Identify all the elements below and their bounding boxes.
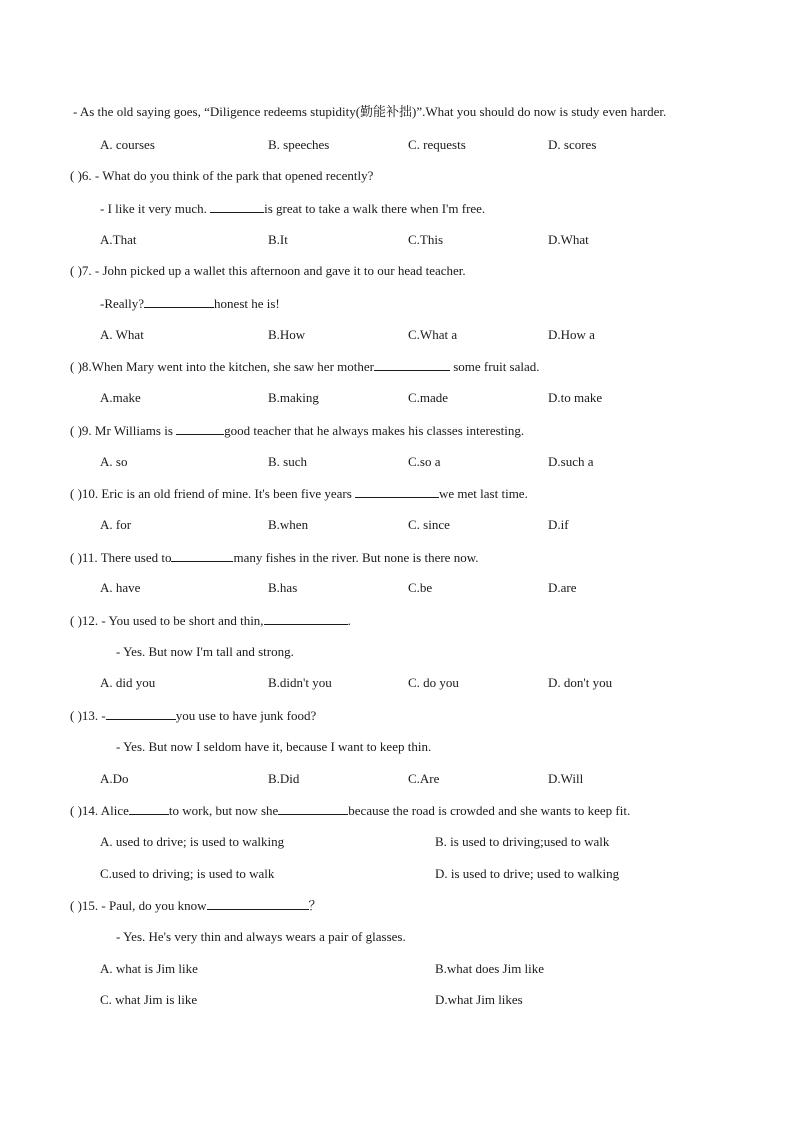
question-15-line2 xyxy=(116,929,406,945)
option-b[interactable]: B.has xyxy=(268,580,298,595)
question-7-line2 xyxy=(100,295,280,312)
option-a[interactable]: A. did you xyxy=(100,675,156,690)
question-14-stem xyxy=(70,802,630,819)
question-number: ( )14. xyxy=(70,803,99,818)
answer-blank[interactable] xyxy=(207,897,309,910)
option-a[interactable]: A. courses xyxy=(100,137,155,152)
answer-blank[interactable] xyxy=(144,295,214,308)
option-d[interactable]: D.Will xyxy=(548,771,584,786)
option-c[interactable]: C. requests xyxy=(408,137,466,152)
option-c[interactable]: C. what Jim is like xyxy=(100,992,198,1007)
question-text: - What do you think of the park that opened recently? xyxy=(91,168,374,183)
option-d[interactable]: D. scores xyxy=(548,137,597,152)
question-text: . xyxy=(347,613,351,628)
question-10-stem xyxy=(70,485,528,502)
answer-blank[interactable] xyxy=(176,422,224,435)
question-text: - Paul, do you know xyxy=(98,898,207,913)
question-text: - You used to be short and thin, xyxy=(98,613,264,628)
question-12-stem xyxy=(70,612,351,629)
answer-blank[interactable] xyxy=(106,707,176,720)
option-d[interactable]: D.How a xyxy=(548,327,595,342)
answer-blank[interactable] xyxy=(210,200,264,213)
option-b[interactable]: B.Did xyxy=(268,771,300,786)
option-d[interactable]: D. is used to drive; used to walking xyxy=(435,866,620,881)
option-a[interactable]: A. What xyxy=(100,327,144,342)
option-a[interactable]: A. so xyxy=(100,454,128,469)
question-text: - Yes. But now I'm tall and strong. xyxy=(116,644,294,659)
option-a[interactable]: A. used to drive; is used to walking xyxy=(100,834,285,849)
question-9-stem xyxy=(70,422,524,439)
question-number: ( )7. xyxy=(70,263,92,278)
question-text: - Yes. He's very thin and always wears a pair of glasses. xyxy=(116,929,406,944)
question-number: ( )11. xyxy=(70,550,98,565)
option-c[interactable]: C.used to driving; is used to walk xyxy=(100,866,275,881)
option-c[interactable]: C.made xyxy=(408,390,449,405)
question-text: we met last time. xyxy=(439,486,528,501)
answer-blank[interactable] xyxy=(374,358,450,371)
question-number: ( )10. xyxy=(70,486,99,501)
question-12-line2 xyxy=(116,644,294,660)
question-15-stem xyxy=(70,897,322,914)
option-c[interactable]: C. do you xyxy=(408,675,459,690)
option-b[interactable]: B.making xyxy=(268,390,319,405)
option-b[interactable]: B.How xyxy=(268,327,306,342)
question-13-stem xyxy=(70,707,316,724)
question-text: to work, but now she xyxy=(168,803,279,818)
option-d[interactable]: D.What xyxy=(548,232,589,247)
question-text: is great to take a walk there when I'm free. xyxy=(264,201,486,216)
option-d[interactable]: D.what Jim likes xyxy=(435,992,523,1007)
option-a[interactable]: A. what is Jim like xyxy=(100,961,198,976)
question-text: Mr Williams is xyxy=(91,423,177,438)
question-text: many fishes in the river. But none is there now. xyxy=(233,550,479,565)
answer-blank[interactable] xyxy=(171,549,233,562)
option-c[interactable]: C.be xyxy=(408,580,433,595)
option-b[interactable]: B.when xyxy=(268,517,309,532)
question-text: ？ xyxy=(308,898,322,913)
question-text: - I like it very much. xyxy=(100,201,211,216)
option-b[interactable]: B.It xyxy=(268,232,288,247)
answer-blank[interactable] xyxy=(129,802,169,815)
question-8-stem xyxy=(70,358,540,375)
option-b[interactable]: B.what does Jim like xyxy=(435,961,545,976)
question-number: ( )8. xyxy=(70,359,92,374)
question-text: because the road is crowded and she wants to keep fit. xyxy=(348,803,631,818)
question-text: - John picked up a wallet this afternoon and gave it to our head teacher. xyxy=(91,263,466,278)
option-a[interactable]: A. have xyxy=(100,580,141,595)
option-b[interactable]: B. such xyxy=(268,454,307,469)
question-6-line2 xyxy=(100,200,485,217)
option-c[interactable]: C.This xyxy=(408,232,444,247)
question-number: ( )6. xyxy=(70,168,92,183)
option-d[interactable]: D.such a xyxy=(548,454,594,469)
question-number: ( )13. xyxy=(70,708,99,723)
answer-blank[interactable] xyxy=(278,802,348,815)
question-text: Alice xyxy=(98,803,129,818)
question-text: When Mary went into the kitchen, she saw her mother xyxy=(91,359,374,374)
question-text: - xyxy=(98,708,106,723)
question-text: Eric is an old friend of mine. It's been five years xyxy=(98,486,356,501)
option-b[interactable]: B.didn't you xyxy=(268,675,332,690)
option-d[interactable]: D. don't you xyxy=(548,675,613,690)
option-c[interactable]: C.Are xyxy=(408,771,440,786)
question-text: you use to have junk food? xyxy=(175,708,317,723)
question-7-stem xyxy=(70,263,466,279)
question-number: ( )15. xyxy=(70,898,99,913)
question-text: good teacher that he always makes his classes interesting. xyxy=(224,423,525,438)
option-b[interactable]: B. speeches xyxy=(268,137,330,152)
question-text: There used to xyxy=(97,550,172,565)
question-text: honest he is! xyxy=(214,296,280,311)
question-text: -Really? xyxy=(100,296,145,311)
question-13-line2 xyxy=(116,739,431,755)
option-c[interactable]: C.so a xyxy=(408,454,441,469)
question-6-stem xyxy=(70,168,373,184)
intro-sentence xyxy=(73,104,666,120)
intro-text: - As the old saying goes, “Diligence redeems stupidity(勤能补拙)”.What you should do now is study even harder. xyxy=(73,104,667,119)
option-a[interactable]: A.make xyxy=(100,390,141,405)
question-text: some fruit salad. xyxy=(449,359,540,374)
option-a[interactable]: A. for xyxy=(100,517,132,532)
option-d[interactable]: D.to make xyxy=(548,390,603,405)
option-d[interactable]: D.if xyxy=(548,517,569,532)
option-d[interactable]: D.are xyxy=(548,580,577,595)
question-number: ( )12. xyxy=(70,613,99,628)
question-text: - Yes. But now I seldom have it, because I want to keep thin. xyxy=(116,739,432,754)
option-b[interactable]: B. is used to driving;used to walk xyxy=(435,834,610,849)
question-11-stem xyxy=(70,549,479,566)
option-c[interactable]: C. since xyxy=(408,517,450,532)
question-number: ( )9. xyxy=(70,423,92,438)
answer-blank[interactable] xyxy=(355,485,439,498)
option-c[interactable]: C.What a xyxy=(408,327,458,342)
answer-blank[interactable] xyxy=(264,612,348,625)
option-a[interactable]: A.That xyxy=(100,232,137,247)
option-a[interactable]: A.Do xyxy=(100,771,129,786)
